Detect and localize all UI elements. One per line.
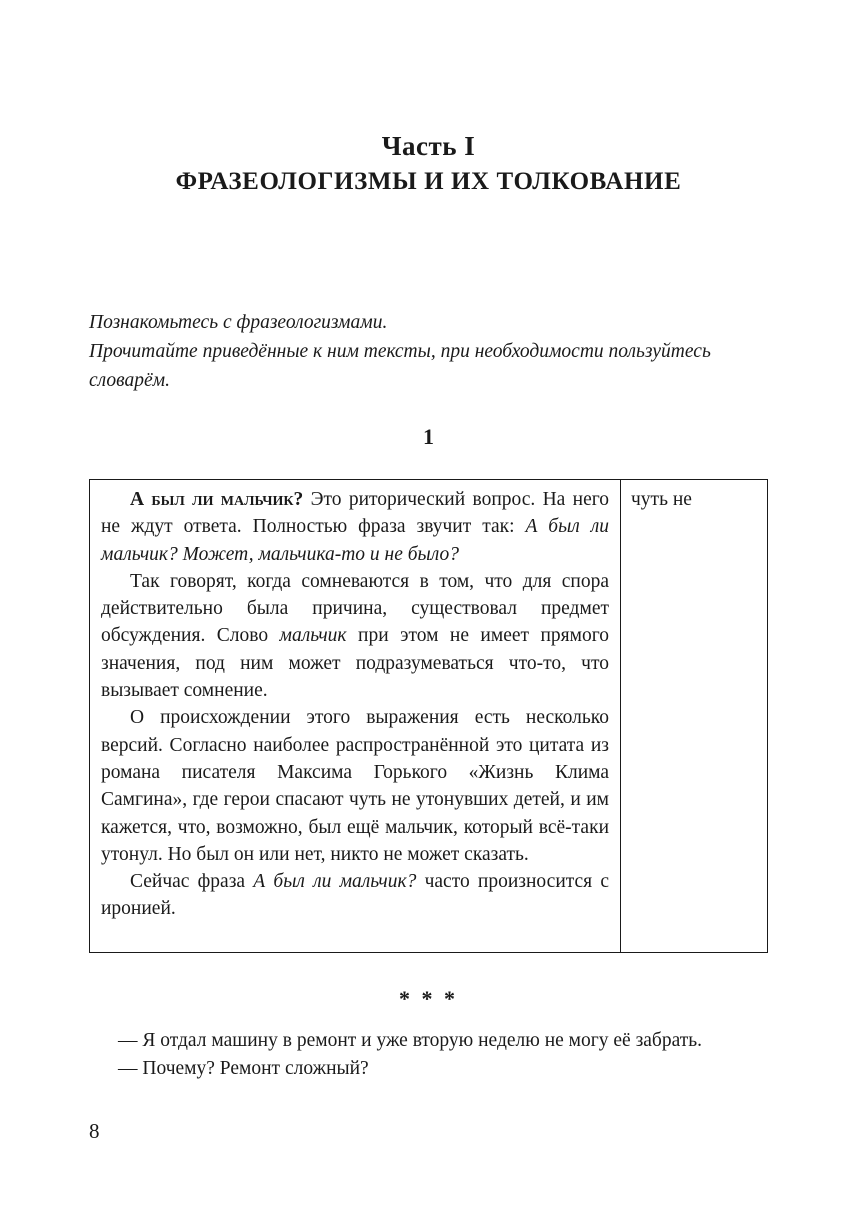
part-heading: ФРАЗЕОЛОГИЗМЫ И ИХ ТОЛКОВАНИЕ	[175, 168, 682, 195]
entry-paragraph-4	[101, 868, 609, 923]
entry-p4-phrase: А был ли мальчик?	[253, 871, 417, 893]
entry-p2-word: мальчик	[279, 625, 347, 647]
entry-p2-text-2: при этом не имеет прямого значения, под ним может подразумеваться что-то, что вызывает сомнение.	[101, 625, 609, 702]
phrase-entry-table	[89, 479, 768, 953]
intro-line-2: Прочитайте приведённые к ним тексты, при необходимости пользуйтесь словарём.	[89, 341, 711, 391]
entry-p4-text-2: часто произносится с иронией.	[101, 871, 609, 920]
part-label: Часть I	[381, 131, 476, 161]
dialogue-line-2: — Почему? Ремонт сложный?	[118, 1058, 369, 1079]
entry-full-quote: А был ли мальчик? Может, мальчика-то и не было?	[101, 516, 609, 565]
entry-paragraph-2	[101, 568, 609, 704]
entry-paragraph-1	[101, 486, 609, 568]
dialogue-line-1: — Я отдал машину в ремонт и уже вторую неделю не могу её забрать.	[118, 1030, 703, 1051]
dialogue	[89, 1027, 779, 1083]
entry-p2-text-1: Так говорят, когда сомневаются в том, что для спора действительно была причина, существовал предмет обсуждения. Слово	[101, 570, 609, 647]
entry-side-note: чуть не	[631, 489, 692, 510]
entry-paragraph-3: О происхождении этого выражения есть несколько версий. Согласно наиболее распространённой это цитата из романа писателя Максима Горького «Жизнь Клима Самгина», где герои спасают чуть не утонувших детей, и им кажется, что, возможно, был ещё мальчик, который всё-таки утонул. Но был он или нет, никто не может сказать.	[101, 707, 609, 865]
intro-instructions	[89, 308, 774, 395]
entry-p4-text-1: Сейчас фраза	[130, 871, 254, 893]
section-separator: * * *	[399, 986, 458, 1011]
section-number: 1	[423, 424, 434, 449]
page-number: 8	[89, 1119, 100, 1143]
intro-line-1: Познакомьтесь с фразеологизмами.	[89, 312, 388, 333]
entry-term: А был ли мальчик?	[130, 489, 304, 510]
entry-text-cell	[90, 480, 621, 952]
entry-p1-text: Это риторический вопрос. На него не ждут ответа. Полностью фраза звучит так:	[101, 489, 609, 538]
